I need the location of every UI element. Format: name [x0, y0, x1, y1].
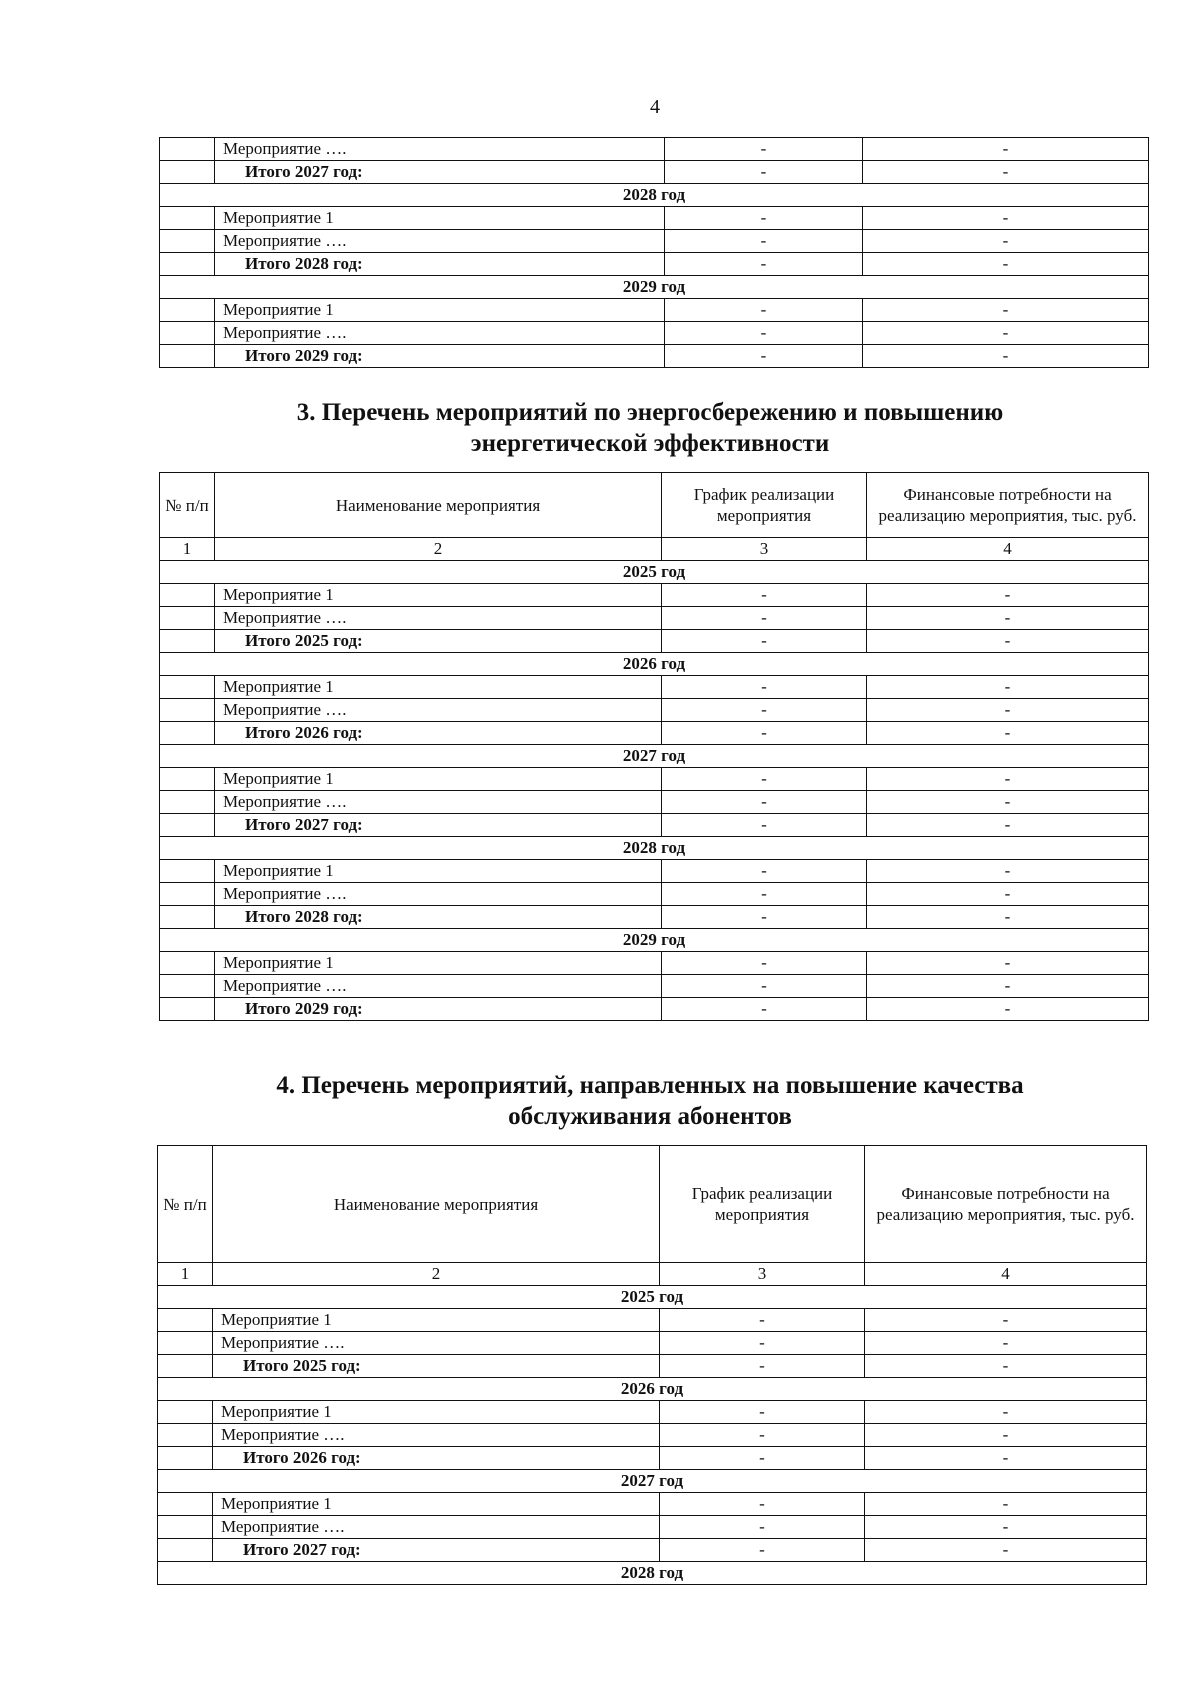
- measure-name: Мероприятие 1: [213, 1309, 660, 1332]
- total-label: Итого 2027 год:: [215, 814, 662, 837]
- schedule-cell: -: [662, 722, 867, 745]
- row-number-cell: [160, 607, 215, 630]
- measure-name: Мероприятие 1: [215, 207, 665, 230]
- row-number-cell: [160, 584, 215, 607]
- section-3-title-line-1: 3. Перечень мероприятий по энергосбережению и повышению: [296, 399, 1004, 426]
- row-number-cell: [160, 791, 215, 814]
- row-number-cell: [160, 230, 215, 253]
- year-row: [160, 837, 1149, 860]
- row-number-cell: [160, 207, 215, 230]
- cost-cell: -: [865, 1332, 1147, 1355]
- year-label: 2028 год: [158, 1562, 1147, 1585]
- table-row: [160, 768, 1149, 791]
- measure-name: Мероприятие 1: [215, 676, 662, 699]
- col-number-4: 4: [865, 1263, 1147, 1286]
- cost-cell: -: [863, 161, 1149, 184]
- table-row: [160, 322, 1149, 345]
- cost-cell: -: [867, 607, 1149, 630]
- col-number-2: 2: [213, 1263, 660, 1286]
- year-label: 2025 год: [158, 1286, 1147, 1309]
- table-row: [160, 952, 1149, 975]
- section-4-table: [157, 1145, 1147, 1585]
- measure-name: Мероприятие ….: [213, 1424, 660, 1447]
- row-number-cell: [158, 1424, 213, 1447]
- row-number-cell: [158, 1401, 213, 1424]
- total-label: Итого 2028 год:: [215, 253, 665, 276]
- table-row: [160, 230, 1149, 253]
- cost-cell: -: [867, 768, 1149, 791]
- cost-cell: -: [867, 722, 1149, 745]
- year-label: 2027 год: [158, 1470, 1147, 1493]
- total-label: Итого 2027 год:: [213, 1539, 660, 1562]
- total-row: [160, 998, 1149, 1021]
- section-3-title-line-2: энергетической эффективности: [470, 430, 830, 457]
- year-row: [158, 1562, 1147, 1585]
- cost-cell: -: [867, 906, 1149, 929]
- total-row: [160, 253, 1149, 276]
- table-row: [160, 584, 1149, 607]
- year-row: [160, 184, 1149, 207]
- row-number-cell: [160, 676, 215, 699]
- cost-cell: -: [865, 1539, 1147, 1562]
- row-number-cell: [158, 1309, 213, 1332]
- header-schedule: График реализации мероприятия: [662, 473, 867, 538]
- page-number: 4: [650, 96, 660, 118]
- cost-cell: -: [865, 1355, 1147, 1378]
- measure-name: Мероприятие ….: [213, 1332, 660, 1355]
- schedule-cell: -: [665, 230, 863, 253]
- total-label: Итого 2029 год:: [215, 345, 665, 368]
- section-3-table: [159, 472, 1149, 1021]
- cost-cell: -: [867, 791, 1149, 814]
- total-label: Итого 2027 год:: [215, 161, 665, 184]
- col-number-2: 2: [215, 538, 662, 561]
- header-number: № п/п: [158, 1146, 213, 1263]
- row-number-cell: [160, 998, 215, 1021]
- schedule-cell: -: [662, 630, 867, 653]
- row-number-cell: [160, 630, 215, 653]
- measure-name: Мероприятие 1: [215, 952, 662, 975]
- year-label: 2026 год: [160, 653, 1149, 676]
- col-number-1: 1: [158, 1263, 213, 1286]
- total-row: [160, 345, 1149, 368]
- schedule-cell: -: [662, 860, 867, 883]
- row-number-cell: [160, 768, 215, 791]
- cost-cell: -: [867, 699, 1149, 722]
- row-number-cell: [158, 1332, 213, 1355]
- schedule-cell: -: [662, 906, 867, 929]
- row-number-cell: [158, 1355, 213, 1378]
- measure-name: Мероприятие ….: [215, 138, 665, 161]
- year-row: [158, 1470, 1147, 1493]
- table-row: [160, 207, 1149, 230]
- measure-name: Мероприятие 1: [213, 1401, 660, 1424]
- section-4-title-line-1: 4. Перечень мероприятий, направленных на повышение качества: [276, 1072, 1024, 1099]
- section-4-title: [150, 1070, 1150, 1132]
- schedule-cell: -: [660, 1355, 865, 1378]
- schedule-cell: -: [665, 299, 863, 322]
- schedule-cell: -: [665, 345, 863, 368]
- measure-name: Мероприятие ….: [215, 607, 662, 630]
- cost-cell: -: [865, 1309, 1147, 1332]
- table-row: [160, 791, 1149, 814]
- cost-cell: -: [865, 1424, 1147, 1447]
- header-name: Наименование мероприятия: [213, 1146, 660, 1263]
- row-number-cell: [160, 345, 215, 368]
- row-number-cell: [160, 952, 215, 975]
- cost-cell: -: [863, 322, 1149, 345]
- schedule-cell: -: [665, 207, 863, 230]
- measure-name: Мероприятие ….: [215, 699, 662, 722]
- measure-name: Мероприятие 1: [215, 299, 665, 322]
- cost-cell: -: [865, 1447, 1147, 1470]
- row-number-cell: [158, 1493, 213, 1516]
- schedule-cell: -: [662, 584, 867, 607]
- measure-name: Мероприятие ….: [215, 322, 665, 345]
- cost-cell: -: [867, 814, 1149, 837]
- year-row: [158, 1378, 1147, 1401]
- table-row: [158, 1516, 1147, 1539]
- schedule-cell: -: [662, 998, 867, 1021]
- total-row: [160, 814, 1149, 837]
- row-number-cell: [160, 253, 215, 276]
- schedule-cell: -: [660, 1493, 865, 1516]
- table-row: [160, 860, 1149, 883]
- table-row: [160, 607, 1149, 630]
- schedule-cell: -: [660, 1309, 865, 1332]
- schedule-cell: -: [662, 883, 867, 906]
- cost-cell: -: [867, 998, 1149, 1021]
- cost-cell: -: [865, 1493, 1147, 1516]
- row-number-cell: [160, 699, 215, 722]
- schedule-cell: -: [660, 1424, 865, 1447]
- header-cost: Финансовые потребности на реализацию мероприятия, тыс. руб.: [867, 473, 1149, 538]
- table-row: [160, 975, 1149, 998]
- cost-cell: -: [863, 207, 1149, 230]
- schedule-cell: -: [660, 1447, 865, 1470]
- measure-name: Мероприятие 1: [215, 768, 662, 791]
- header-number: № п/п: [160, 473, 215, 538]
- table-row: [160, 676, 1149, 699]
- col-number-1: 1: [160, 538, 215, 561]
- schedule-cell: -: [662, 814, 867, 837]
- table-row: [158, 1424, 1147, 1447]
- total-label: Итого 2026 год:: [213, 1447, 660, 1470]
- total-row: [160, 630, 1149, 653]
- col-number-3: 3: [660, 1263, 865, 1286]
- cost-cell: -: [867, 975, 1149, 998]
- cost-cell: -: [865, 1401, 1147, 1424]
- schedule-cell: -: [660, 1539, 865, 1562]
- total-row: [160, 906, 1149, 929]
- schedule-cell: -: [660, 1516, 865, 1539]
- table-row: [160, 699, 1149, 722]
- measure-name: Мероприятие ….: [215, 791, 662, 814]
- schedule-cell: -: [660, 1332, 865, 1355]
- schedule-cell: -: [662, 607, 867, 630]
- row-number-cell: [160, 860, 215, 883]
- cost-cell: -: [867, 630, 1149, 653]
- row-number-cell: [160, 975, 215, 998]
- cost-cell: -: [863, 138, 1149, 161]
- cost-cell: -: [867, 860, 1149, 883]
- total-row: [158, 1447, 1147, 1470]
- cost-cell: -: [863, 299, 1149, 322]
- year-label: 2026 год: [158, 1378, 1147, 1401]
- year-label: 2029 год: [160, 929, 1149, 952]
- cost-cell: -: [867, 952, 1149, 975]
- total-row: [158, 1539, 1147, 1562]
- schedule-cell: -: [660, 1401, 865, 1424]
- year-row: [160, 653, 1149, 676]
- table-row: [158, 1401, 1147, 1424]
- measure-name: Мероприятие 1: [215, 860, 662, 883]
- table-row: [158, 1309, 1147, 1332]
- cost-cell: -: [867, 883, 1149, 906]
- measure-name: Мероприятие ….: [213, 1516, 660, 1539]
- schedule-cell: -: [665, 161, 863, 184]
- row-number-cell: [158, 1447, 213, 1470]
- year-label: 2027 год: [160, 745, 1149, 768]
- year-row: [160, 929, 1149, 952]
- continued-table: [159, 137, 1149, 368]
- total-label: Итого 2025 год:: [215, 630, 662, 653]
- row-number-cell: [160, 161, 215, 184]
- row-number-cell: [158, 1539, 213, 1562]
- schedule-cell: -: [662, 676, 867, 699]
- total-row: [160, 161, 1149, 184]
- measure-name: Мероприятие ….: [215, 883, 662, 906]
- row-number-cell: [160, 814, 215, 837]
- measure-name: Мероприятие 1: [215, 584, 662, 607]
- year-label: 2028 год: [160, 184, 1149, 207]
- row-number-cell: [160, 883, 215, 906]
- row-number-cell: [160, 299, 215, 322]
- cost-cell: -: [867, 584, 1149, 607]
- schedule-cell: -: [662, 952, 867, 975]
- table-row: [158, 1493, 1147, 1516]
- year-row: [158, 1286, 1147, 1309]
- total-row: [158, 1355, 1147, 1378]
- header-cost: Финансовые потребности на реализацию мероприятия, тыс. руб.: [865, 1146, 1147, 1263]
- total-label: Итого 2026 год:: [215, 722, 662, 745]
- row-number-cell: [160, 138, 215, 161]
- total-label: Итого 2029 год:: [215, 998, 662, 1021]
- measure-name: Мероприятие 1: [213, 1493, 660, 1516]
- total-label: Итого 2025 год:: [213, 1355, 660, 1378]
- row-number-cell: [160, 322, 215, 345]
- total-row: [160, 722, 1149, 745]
- table-row: [160, 138, 1149, 161]
- measure-name: Мероприятие ….: [215, 975, 662, 998]
- row-number-cell: [160, 722, 215, 745]
- col-number-3: 3: [662, 538, 867, 561]
- measure-name: Мероприятие ….: [215, 230, 665, 253]
- schedule-cell: -: [665, 322, 863, 345]
- cost-cell: -: [867, 676, 1149, 699]
- schedule-cell: -: [665, 138, 863, 161]
- table-row: [158, 1332, 1147, 1355]
- cost-cell: -: [865, 1516, 1147, 1539]
- schedule-cell: -: [662, 699, 867, 722]
- total-label: Итого 2028 год:: [215, 906, 662, 929]
- col-number-4: 4: [867, 538, 1149, 561]
- year-label: 2025 год: [160, 561, 1149, 584]
- cost-cell: -: [863, 253, 1149, 276]
- row-number-cell: [158, 1516, 213, 1539]
- year-label: 2029 год: [160, 276, 1149, 299]
- table-row: [160, 883, 1149, 906]
- year-row: [160, 745, 1149, 768]
- header-schedule: График реализации мероприятия: [660, 1146, 865, 1263]
- cost-cell: -: [863, 230, 1149, 253]
- schedule-cell: -: [662, 975, 867, 998]
- section-4-title-line-2: обслуживания абонентов: [508, 1103, 792, 1130]
- year-row: [160, 276, 1149, 299]
- row-number-cell: [160, 906, 215, 929]
- header-name: Наименование мероприятия: [215, 473, 662, 538]
- cost-cell: -: [863, 345, 1149, 368]
- schedule-cell: -: [665, 253, 863, 276]
- year-label: 2028 год: [160, 837, 1149, 860]
- schedule-cell: -: [662, 791, 867, 814]
- schedule-cell: -: [662, 768, 867, 791]
- year-row: [160, 561, 1149, 584]
- section-3-title: [150, 397, 1150, 459]
- table-row: [160, 299, 1149, 322]
